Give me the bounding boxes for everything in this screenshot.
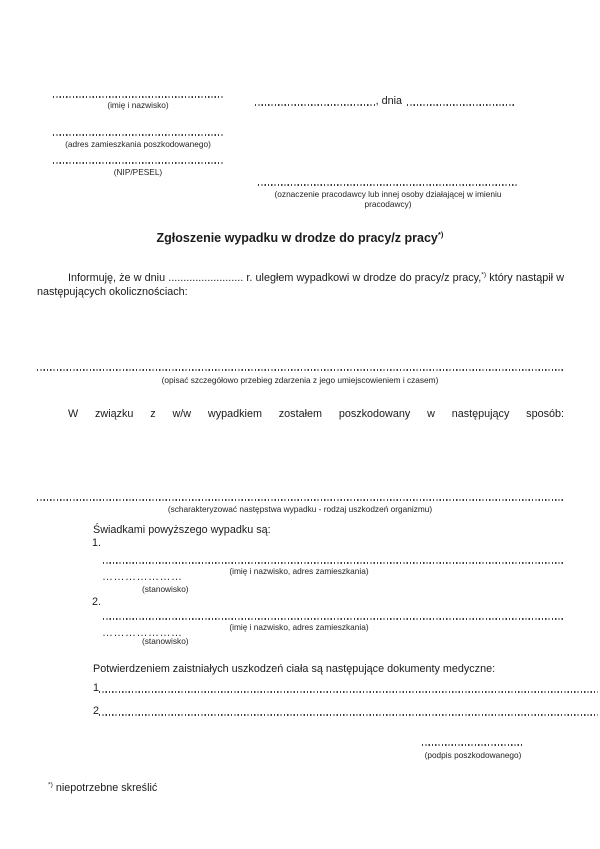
witness1-identity-line [103,562,563,564]
intro-part3: który nastąpił w [489,272,565,284]
event-description-caption: (opisać szczegółowo przebieg zdarzenia z jego umiejscowieniem i czasem) [161,375,439,385]
witnesses-heading: Świadkami powyższego wypadku są: [93,524,271,536]
employer-field-line [258,184,518,186]
witness2-position-caption: (stanowisko) [142,636,189,646]
date-word: , dnia [375,95,402,107]
address-field-line [53,134,223,136]
signature-caption: (podpis poszkodowanego) [424,750,522,760]
document2-row [93,704,598,718]
form-title-text: Zgłoszenie wypadku w drodze do pracy/z pracy [156,231,438,245]
document1-number: 1 [93,682,100,694]
date-field-line [407,104,515,106]
event-description-line [37,369,563,371]
witness1-number: 1. [92,537,102,549]
witness2-position-line: ………………… [102,627,183,639]
consequence-sentence: W związku z w/w wypadkiem zostałem poszkodowany w następujący sposób: [68,408,564,420]
footnote [48,781,157,795]
employer-field-caption-line2: pracodawcy) [364,199,412,209]
intro-paragraph [37,271,564,299]
nip-pesel-field-line [53,162,223,164]
intro-part2: r. uległem wypadkowi w drodze do pracy/z pracy, [246,272,482,284]
form-title [0,231,600,245]
footnote-mark: *) [48,781,53,789]
document1-row [93,681,598,695]
witness2-identity-line [103,618,563,620]
documents-heading: Potwierdzeniem zaistniałych uszkodzeń ciała są następujące dokumenty medyczne: [93,663,496,675]
intro-footnote-mark: *) [481,271,487,279]
witness1-position-caption: (stanowisko) [142,584,189,594]
document1-line [99,691,598,693]
witness1-position-line: ………………… [102,571,183,583]
intro-line2: następujących okolicznościach: [37,286,188,298]
form-title-footnote-mark: *) [437,229,444,239]
address-field-caption: (adres zamieszkania poszkodowanego) [65,139,211,149]
employer-field-caption-line1: (oznaczenie pracodawcy lub innej osoby działającej w imieniu [274,189,502,199]
witness1-identity-caption: (imię i nazwisko, adres zamieszkania) [229,566,369,576]
document2-number: 2 [93,705,100,717]
name-field-line [53,96,223,98]
city-date-row [255,94,515,108]
employer-field-caption [251,189,525,209]
nip-pesel-field-caption: (NIP/PESEL) [113,167,163,177]
name-field-caption: (imię i nazwisko) [107,100,169,110]
signature-line [422,744,522,746]
intro-part1: Informuję, że w dniu [68,272,166,284]
witness2-identity-caption: (imię i nazwisko, adres zamieszkania) [229,622,369,632]
footnote-text: niepotrzebne skreślić [55,782,158,794]
consequence-line [37,499,563,501]
consequence-caption: (scharakteryzować następstwa wypadku - rodzaj uszkodzeń organizmu) [167,504,433,514]
document2-line [99,714,598,716]
accident-date-dots: ......................... [168,272,244,284]
witness2-number: 2. [92,596,102,608]
intro-line1 [37,271,564,285]
city-field-line [255,104,376,106]
